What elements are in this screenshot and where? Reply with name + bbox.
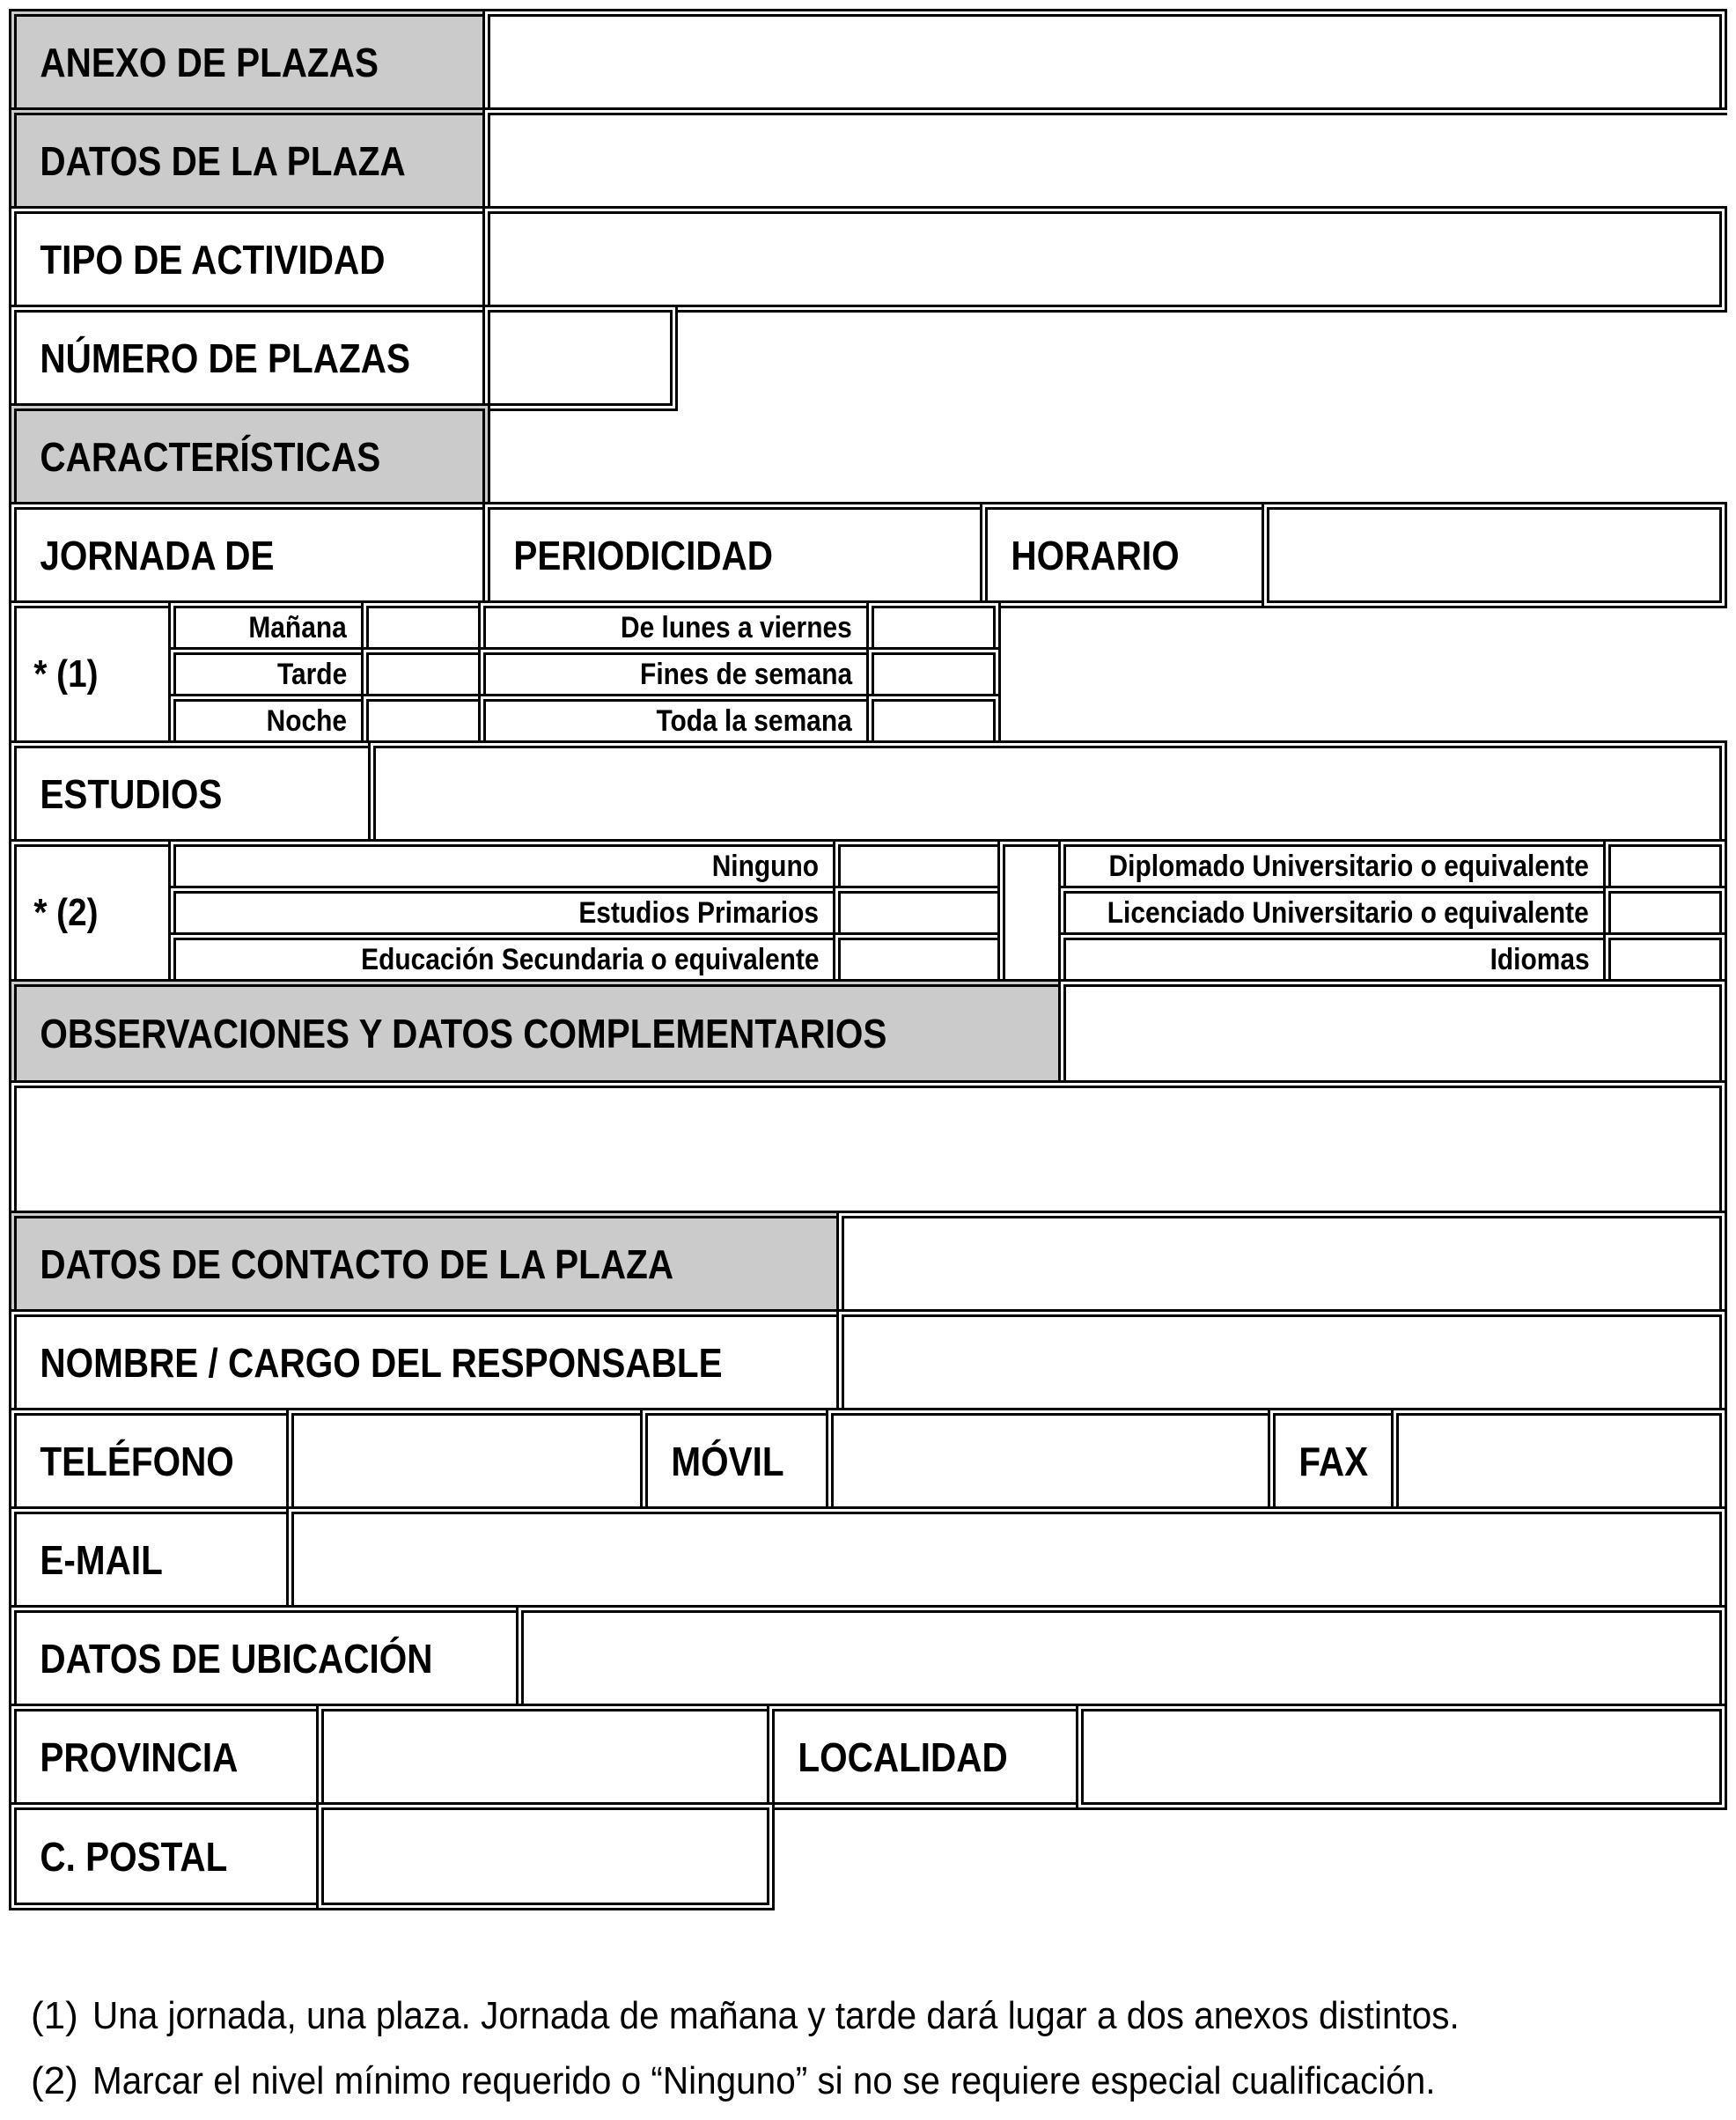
anexo-header-label: ANEXO DE PLAZAS — [40, 39, 379, 85]
email-label-cell — [9, 1506, 294, 1613]
datos-plaza-header-cell — [9, 107, 490, 214]
email-input[interactable] — [286, 1506, 1727, 1613]
anexo-header-cell — [9, 9, 490, 115]
periodicidad-toda-semana-label: Toda la semana — [656, 703, 853, 738]
estudios-label-cell — [9, 740, 376, 847]
periodicidad-fines-semana-label: Fines de semana — [640, 657, 853, 691]
horario-label-cell — [980, 502, 1269, 608]
note2-marker-label: * (2) — [33, 891, 99, 934]
localidad-input[interactable] — [1076, 1704, 1727, 1810]
estudios-label: ESTUDIOS — [40, 770, 223, 817]
contacto-header-cell — [9, 1211, 844, 1317]
footnote-2-marker: (2) — [31, 2059, 78, 2102]
nombre-cargo-input[interactable] — [836, 1309, 1727, 1416]
contacto-header-label: DATOS DE CONTACTO DE LA PLAZA — [40, 1240, 674, 1287]
footnote-1-marker: (1) — [31, 1994, 78, 2037]
jornada-tarde-label: Tarde — [276, 657, 348, 691]
footnote-2-text: Marcar el nivel mínimo requerido o “Ninguno” si no se requiere especial cualificación. — [92, 2059, 1436, 2102]
nombre-cargo-label-cell — [9, 1309, 844, 1416]
periodicidad-lunes-viernes-label: De lunes a viernes — [621, 610, 853, 644]
footnote-2 — [31, 2057, 1552, 2106]
fax-label-cell — [1268, 1408, 1399, 1514]
observaciones-header-label: OBSERVACIONES Y DATOS COMPLEMENTARIOS — [40, 1011, 887, 1056]
provincia-label-cell — [9, 1704, 324, 1810]
observaciones-header-input[interactable] — [1058, 979, 1727, 1088]
note2-marker-cell — [9, 839, 176, 987]
cpostal-label-cell — [9, 1802, 324, 1910]
footnote-1-text: Una jornada, una plaza. Jornada de mañana y tarde dará lugar a dos anexos distintos. — [92, 1994, 1460, 2037]
movil-label: MÓVIL — [671, 1438, 784, 1484]
periodicidad-label: PERIODICIDAD — [513, 532, 774, 578]
contacto-header-input[interactable] — [836, 1211, 1727, 1317]
tipo-actividad-label-cell — [9, 206, 490, 313]
cpostal-label: C. POSTAL — [40, 1833, 228, 1880]
movil-input[interactable] — [826, 1408, 1276, 1514]
observaciones-textarea[interactable] — [9, 1080, 1727, 1218]
ubicacion-header-label: DATOS DE UBICACIÓN — [40, 1635, 433, 1682]
localidad-label: LOCALIDAD — [798, 1734, 1008, 1780]
horario-input[interactable] — [1262, 502, 1727, 608]
tipo-actividad-input[interactable] — [482, 206, 1727, 313]
anexo-input[interactable] — [482, 9, 1727, 115]
datos-plaza-input[interactable] — [482, 107, 1727, 214]
cpostal-input[interactable] — [316, 1802, 775, 1910]
estudios-diplomado-label: Diplomado Universitario o equivalente — [1108, 849, 1590, 883]
caracteristicas-header-label: CARACTERÍSTICAS — [40, 433, 381, 480]
email-label: E-MAIL — [40, 1536, 163, 1583]
horario-label: HORARIO — [1011, 532, 1180, 578]
estudios-licenciado-label: Licenciado Universitario o equivalente — [1107, 895, 1590, 930]
numero-plazas-input[interactable] — [482, 305, 678, 411]
jornada-label-cell — [9, 502, 490, 608]
provincia-input[interactable] — [316, 1704, 775, 1810]
note1-marker-cell — [9, 600, 176, 748]
movil-label-cell — [640, 1408, 834, 1514]
telefono-label-cell — [9, 1408, 294, 1514]
estudios-ninguno-label: Ninguno — [711, 849, 820, 883]
localidad-label-cell — [767, 1704, 1084, 1810]
footnote-1 — [31, 1991, 1578, 2041]
fax-input[interactable] — [1391, 1408, 1727, 1514]
caracteristicas-header-cell — [9, 403, 490, 510]
jornada-label: JORNADA DE — [40, 532, 275, 578]
estudios-secundaria-label: Educación Secundaria o equivalente — [360, 942, 820, 976]
estudios-primarios-label: Estudios Primarios — [578, 895, 820, 930]
ubicacion-header-input[interactable] — [516, 1605, 1727, 1711]
nombre-cargo-label: NOMBRE / CARGO DEL RESPONSABLE — [40, 1339, 723, 1386]
estudios-spacer-cell — [997, 839, 1066, 987]
numero-plazas-label-cell — [9, 305, 490, 411]
estudios-input[interactable] — [368, 740, 1727, 847]
datos-plaza-header-label: DATOS DE LA PLAZA — [40, 137, 406, 184]
fax-label: FAX — [1298, 1438, 1369, 1484]
telefono-input[interactable] — [286, 1408, 648, 1514]
numero-plazas-label: NÚMERO DE PLAZAS — [40, 335, 410, 381]
periodicidad-label-cell — [482, 502, 988, 608]
jornada-noche-label: Noche — [266, 703, 348, 738]
observaciones-header-cell — [9, 979, 1066, 1088]
tipo-actividad-label: TIPO DE ACTIVIDAD — [40, 236, 386, 283]
note1-marker-label: * (1) — [33, 652, 99, 696]
provincia-label: PROVINCIA — [40, 1734, 239, 1780]
telefono-label: TELÉFONO — [40, 1438, 234, 1484]
ubicacion-header-cell — [9, 1605, 524, 1711]
estudios-idiomas-label: Idiomas — [1490, 942, 1590, 976]
jornada-manana-label: Mañana — [248, 610, 348, 644]
